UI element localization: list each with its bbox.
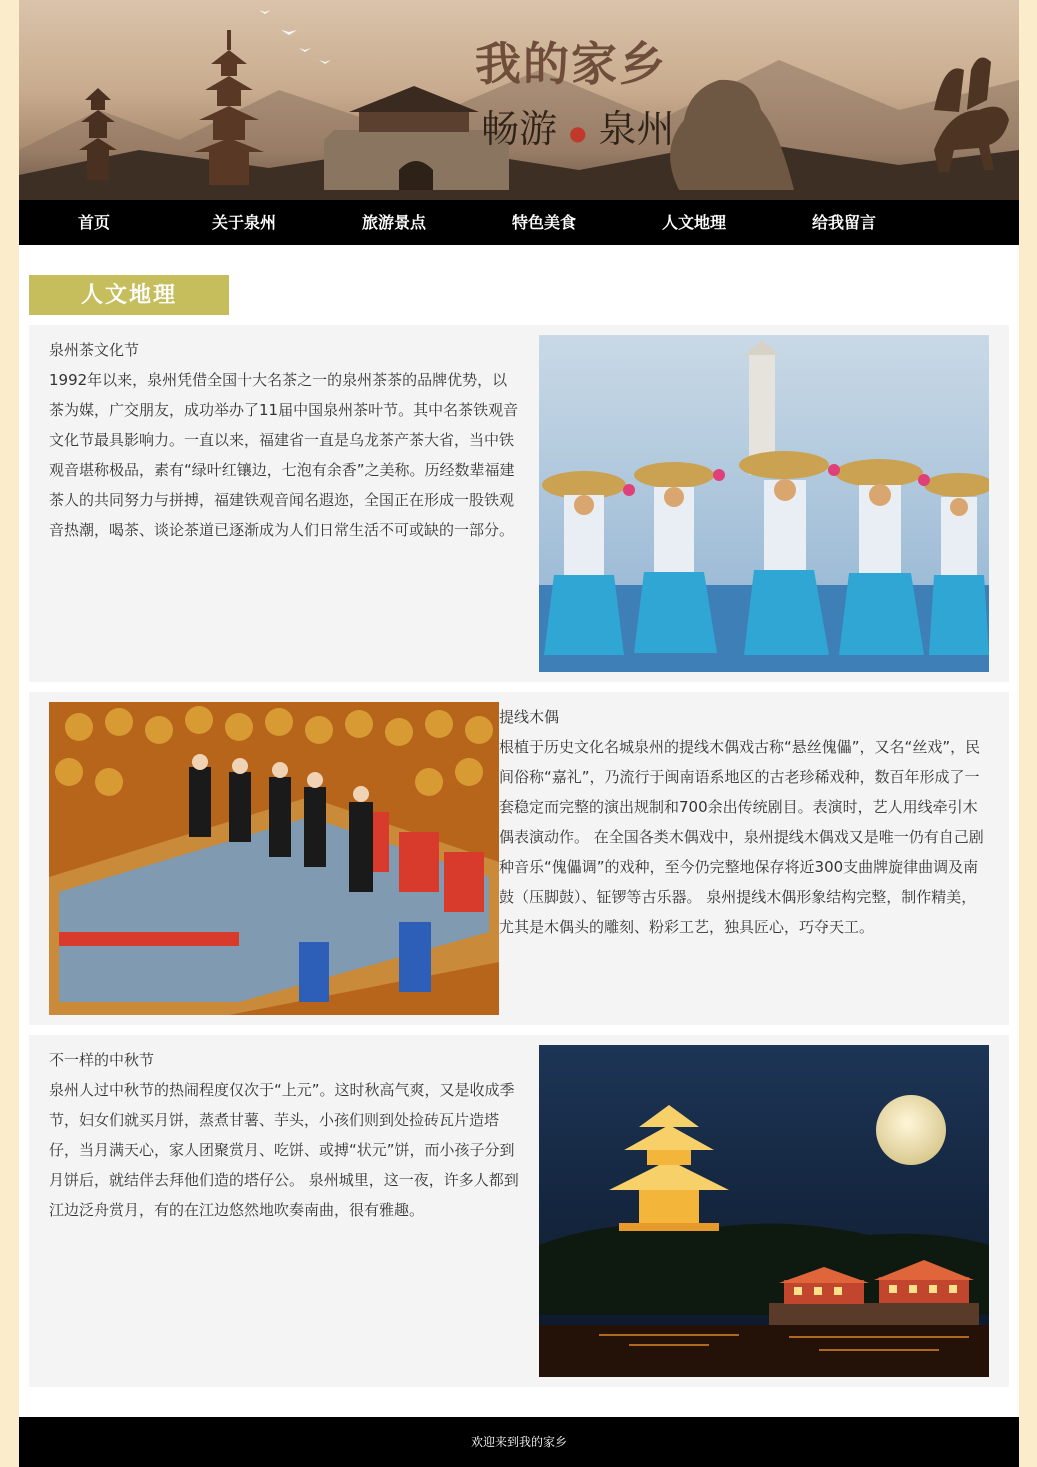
nav-item-guestbook[interactable]: 给我留言: [811, 213, 876, 232]
banner-subtitle-dot: ●: [569, 120, 587, 145]
article-body: 根植于历史文化名城泉州的提线木偶戏古称“悬丝傀儡”，又名“丝戏”，民间俗称“嘉礼”，乃流行于闽南语系地区的古老珍稀戏种，数百年形成了一套稳定而完整的演出规制和700余出传统剧目。表演时，艺人用线牵引木偶表演动作。 在全国各类木偶戏中，泉州提线木偶戏又是唯一仍有自己剧种音乐“傀儡调”的戏种，至今仍完整地保存将近300支曲牌旋律曲调及南鼓（压脚鼓）、钲锣等古乐器。 泉州提线木偶形象结构完整，制作精美，尤其是木偶头的雕刻、粉彩工艺，独具匠心，巧夺天工。: [499, 738, 984, 936]
article-card-mid-autumn: [29, 1035, 1009, 1387]
article-card-tea-festival: [29, 325, 1009, 682]
article-title: 提线木偶: [499, 708, 560, 726]
marionette-image: [49, 702, 499, 1015]
nav-item-attractions[interactable]: 旅游景点: [361, 213, 426, 232]
banner-subtitle-right: 泉州: [598, 107, 675, 151]
article-body: 泉州人过中秋节的热闹程度仅次于“上元”。这时秋高气爽，又是收成季节，妇女们就买月饼，蒸煮甘薯、芋头，小孩们则到处捡砖瓦片造塔仔，当月满天心，家人团聚赏月、吃饼、或搏“状元”饼，而小孩子分到月饼后，就结伴去拜他们造的塔仔公。 泉州城里，这一夜，许多人都到江边泛舟赏月，有的在江边悠然地吹奏南曲，很有雅趣。: [49, 1081, 519, 1219]
nav-item-culture[interactable]: 人文地理: [661, 213, 726, 232]
article-text: [49, 1045, 519, 1225]
page-container: [19, 0, 1019, 1467]
article-title: 不一样的中秋节: [49, 1051, 155, 1069]
nav-item-about[interactable]: 关于泉州: [211, 213, 276, 232]
article-text: [499, 702, 989, 942]
article-card-marionette: [29, 692, 1009, 1025]
main-nav: [19, 200, 1019, 245]
article-title: 泉州茶文化节: [49, 341, 140, 359]
banner-subtitle: [481, 98, 674, 153]
tea-festival-image: [539, 335, 989, 672]
banner-title: 我的家乡: [475, 37, 667, 91]
nav-item-home[interactable]: 首页: [77, 213, 110, 232]
mid-autumn-image: [539, 1045, 989, 1377]
section-title: 人文地理: [29, 275, 229, 315]
page-footer: 欢迎来到我的家乡: [19, 1417, 1019, 1467]
banner-subtitle-left: 畅游: [481, 107, 558, 151]
nav-item-food[interactable]: 特色美食: [511, 213, 576, 232]
article-body: 1992年以来，泉州凭借全国十大名茶之一的泉州茶茶的品牌优势，以茶为媒，广交朋友，成功举办了11届中国泉州茶叶节。其中名茶铁观音文化节最具影响力。一直以来，福建省一直是乌龙茶产茶大省，当中铁观音堪称极品，素有“绿叶红镶边，七泡有余香”之美称。历经数辈福建茶人的共同努力与拼搏，福建铁观音闻名遐迩，全国正在形成一股铁观音热潮，喝茶、谈论茶道已逐渐成为人们日常生活不可或缺的一部分。: [49, 371, 519, 539]
article-text: [49, 335, 519, 545]
header-banner: [19, 0, 1019, 200]
